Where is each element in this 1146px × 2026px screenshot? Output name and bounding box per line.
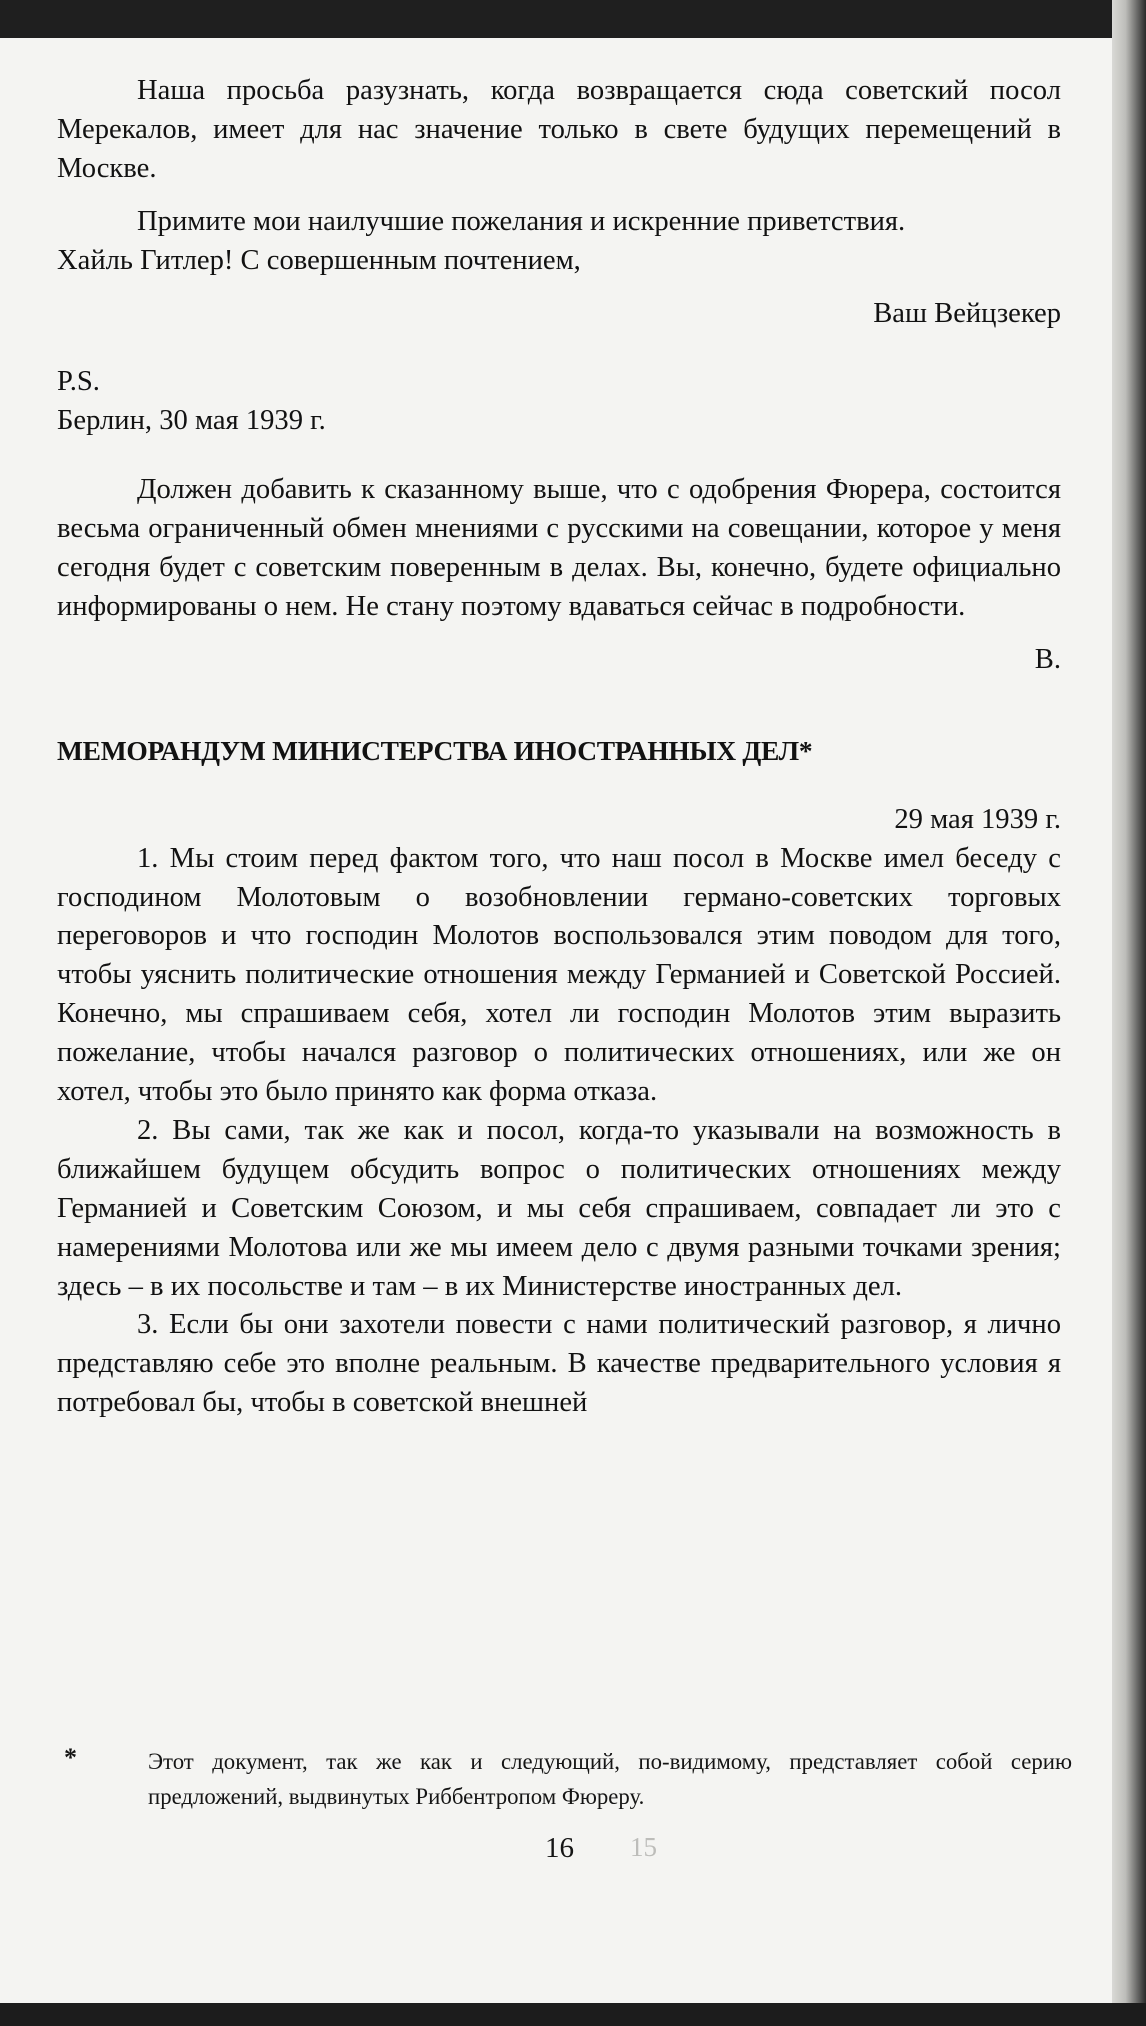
memorandum-item-1: 1. Мы стоим перед фактом того, что наш посол в Москве имел беседу с господином Молотовым о возобновлении германо-советских торговых переговоров и что господин Молотов воспользовался этим поводом для того, чтобы уяснить политические отношения между Германией и Советской Россией. Конечно, мы спрашиваем себя, хотел ли господин Молотов этим выразить пожелание, чтобы начался разговор о политических отношениях, или же он хотел, чтобы это было принято как форма отказа. — [57, 842, 1061, 1108]
scan-top-border — [0, 0, 1146, 40]
memorandum-item-3: 3. Если бы они захотели повести с нами политический разговор, я лично представляю себе это вполне реальным. В качестве предварительного условия я потребовал бы, чтобы в советской внешней — [57, 1309, 1061, 1419]
postscript-label: P.S. — [57, 366, 100, 398]
postscript-text: Должен добавить к сказанному выше, что с одобрения Фюрера, состоится весьма ограниченный обмен мнениями с русскими на совещании, которое у меня сегодня будет с советским поверенным в делах. Вы, конечно, будете официально информированы о нем. Не стану поэтому вдаваться сейчас в подробности. — [57, 474, 1061, 622]
footnote-marker: * — [64, 1743, 77, 1772]
postscript-initial: В. — [1034, 643, 1061, 675]
memorandum-date: 29 мая 1939 г. — [894, 803, 1061, 835]
page-number: 16 — [545, 1832, 574, 1864]
book-page — [0, 38, 1112, 2003]
page-body — [57, 72, 1061, 1423]
footnote — [64, 1744, 1072, 1814]
letter-paragraph-1: Наша просьба разузнать, когда возвращается сюда советский посол Мерекалов, имеет для нас значение только в свете будущих перемещений в Москве. — [57, 75, 1061, 184]
letter-closing: Хайль Гитлер! С совершенным почтением, — [57, 244, 581, 276]
letter-paragraph-2: Примите мои наилучшие пожелания и искренние приветствия. — [137, 205, 906, 237]
memorandum-item-2: 2. Вы сами, так же как и посол, когда-то указывали на возможность в ближайшем будущем обсудить вопрос о политических отношениях между Германией и Советским Союзом, и мы себя спрашиваем, совпадает ли это с намерениями Молотова или же мы имеем дело с двумя разными точками зрения; здесь – в их посольстве и там – в их Министерстве иностранных дел. — [57, 1114, 1061, 1302]
letter-signature: Ваш Вейцзекер — [873, 297, 1061, 329]
scan-bottom-border — [0, 2003, 1146, 2026]
page-edge-shadow — [1112, 0, 1146, 2026]
bleed-through-page-number: 15 — [630, 1832, 657, 1862]
footnote-text: Этот документ, так же как и следующий, по-видимому, представляет собой серию предложений, выдвинутых Риббентропом Фюреру. — [148, 1749, 1072, 1809]
place-date: Берлин, 30 мая 1939 г. — [57, 405, 326, 437]
memorandum-title: МЕМОРАНДУМ МИНИСТЕРСТВА ИНОСТРАННЫХ ДЕЛ* — [57, 734, 813, 766]
